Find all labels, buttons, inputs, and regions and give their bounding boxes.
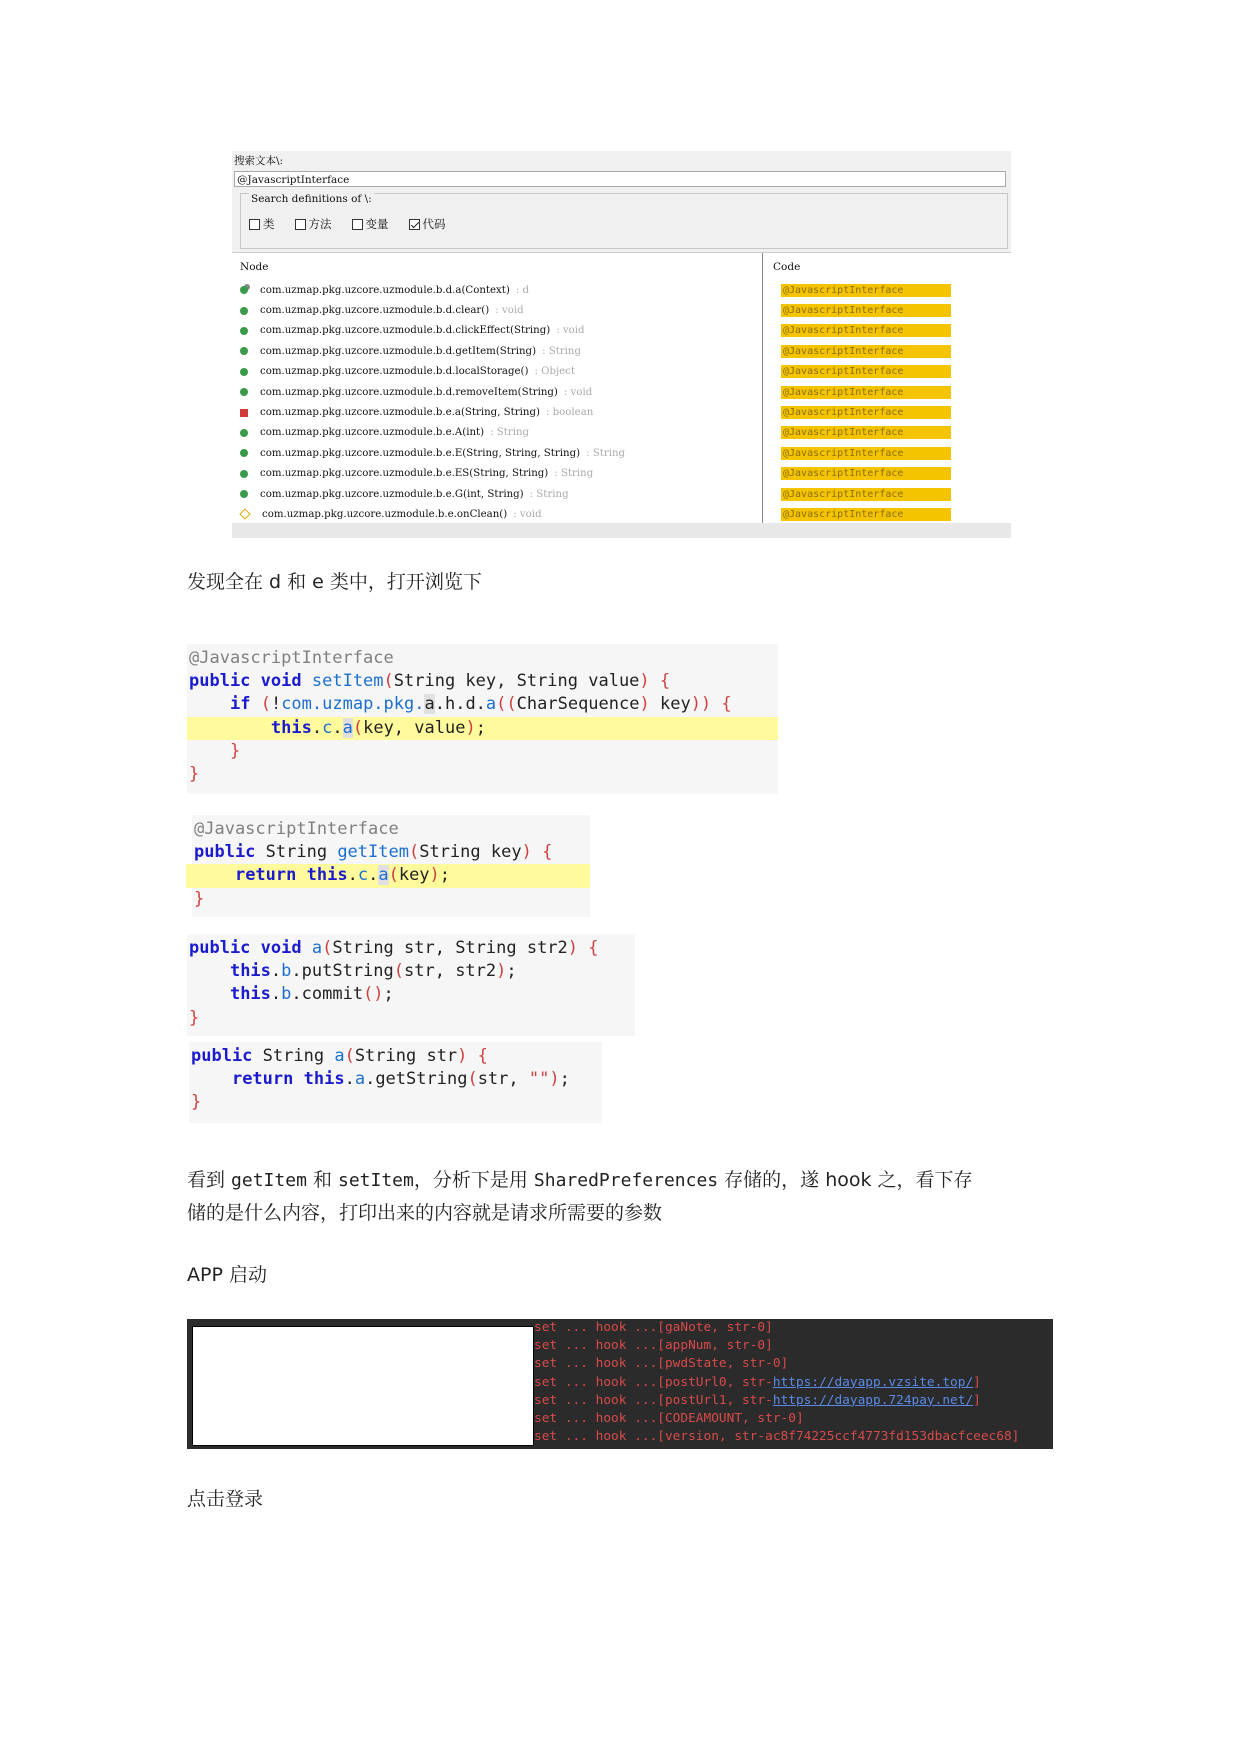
result-node-name: com.uzmap.pkg.uzcore.uzmodule.b.d.clickEffect(String) — [260, 325, 551, 337]
code-line: public void a(String str, String str2) { — [189, 938, 599, 958]
protected-method-icon — [239, 509, 250, 520]
result-code-annotation: @JavascriptInterface — [781, 386, 951, 399]
result-code-row[interactable] — [781, 382, 951, 402]
option-label: 代码 — [422, 217, 446, 231]
code-line: this.b.putString(str, str2); — [229, 961, 517, 982]
result-row[interactable] — [232, 464, 762, 484]
result-row[interactable] — [232, 382, 762, 402]
code-block-setitem — [187, 644, 778, 794]
result-code-annotation: @JavascriptInterface — [781, 345, 951, 358]
search-text-label: 搜索文本\: — [234, 155, 284, 167]
definition-options — [249, 216, 446, 232]
log-line — [534, 1319, 1019, 1337]
code-line: } — [194, 888, 205, 909]
result-code-annotation: @JavascriptInterface — [781, 447, 951, 460]
result-return-type: : String — [542, 345, 582, 357]
log-text: set ... hook ...[pwdState, str-0] — [534, 1356, 789, 1372]
public-method-icon — [240, 490, 248, 498]
result-return-type: : String — [554, 468, 594, 480]
result-node-name: com.uzmap.pkg.uzcore.uzmodule.b.e.A(int) — [260, 427, 485, 439]
code-block-getitem — [192, 815, 590, 917]
result-code-annotation: @JavascriptInterface — [781, 467, 951, 480]
option-checkbox[interactable] — [409, 216, 446, 232]
result-node-name: com.uzmap.pkg.uzcore.uzmodule.b.e.onClean() — [262, 508, 508, 520]
result-row[interactable] — [232, 423, 762, 443]
code-header[interactable]: Code — [773, 261, 801, 273]
results-table — [232, 252, 1011, 538]
result-return-type: : boolean — [545, 407, 594, 419]
result-node-name: com.uzmap.pkg.uzcore.uzmodule.b.d.localStorage() — [260, 366, 529, 378]
result-return-type: : String — [490, 427, 530, 439]
option-label: 方法 — [308, 217, 332, 231]
code-column — [765, 253, 1011, 523]
checkbox-icon[interactable] — [249, 219, 260, 230]
result-node-name: com.uzmap.pkg.uzcore.uzmodule.b.e.a(String, String) — [260, 407, 540, 419]
checkbox-icon[interactable] — [352, 219, 363, 230]
hook-log-terminal — [187, 1319, 1053, 1449]
result-return-type: : void — [495, 305, 524, 317]
definitions-title: Search definitions of \: — [251, 193, 372, 205]
public-method-icon — [240, 388, 248, 396]
result-code-row[interactable] — [781, 443, 951, 463]
public-method-icon — [240, 449, 248, 457]
result-row[interactable] — [232, 341, 762, 361]
paragraph-line: 看到 getItem 和 setItem，分析下是用 SharedPreferences 存储的，遂 hook 之，看下存 — [187, 1169, 973, 1191]
result-code-row[interactable] — [781, 464, 951, 484]
result-code-row[interactable] — [781, 484, 951, 504]
paragraph-text3: APP 启动 — [187, 1264, 267, 1286]
search-panel — [232, 151, 1011, 537]
public-method-icon — [240, 307, 248, 315]
result-code-annotation: @JavascriptInterface — [781, 365, 951, 378]
result-row[interactable] — [232, 443, 762, 463]
node-column — [232, 253, 763, 523]
result-code-annotation: @JavascriptInterface — [781, 284, 951, 297]
paragraph-text1: 发现全在 d 和 e 类中，打开浏览下 — [187, 571, 482, 593]
result-code-annotation: @JavascriptInterface — [781, 304, 951, 317]
paragraph-text2 — [187, 1164, 973, 1229]
code-rows — [781, 280, 951, 525]
result-code-annotation: @JavascriptInterface — [781, 406, 951, 419]
result-return-type: : void — [513, 508, 542, 520]
public-method-icon — [240, 327, 248, 335]
result-code-row[interactable] — [781, 402, 951, 422]
option-label: 变量 — [365, 217, 389, 231]
option-checkbox[interactable] — [295, 216, 332, 232]
checkbox-icon[interactable] — [295, 219, 306, 230]
code-block-a-get — [189, 1042, 602, 1123]
result-code-row[interactable] — [781, 423, 951, 443]
code-line-highlighted: return this.c.a(key); — [186, 864, 590, 887]
result-row[interactable] — [232, 504, 762, 524]
option-label: 类 — [263, 217, 275, 231]
result-row[interactable] — [232, 484, 762, 504]
result-return-type: : String — [529, 488, 569, 500]
code-line: if (!com.uzmap.pkg.a.h.d.a((CharSequence) key)) { — [229, 694, 732, 715]
result-code-annotation: @JavascriptInterface — [781, 488, 951, 501]
result-row[interactable] — [232, 300, 762, 320]
horizontal-scrollbar[interactable] — [232, 523, 1011, 538]
result-node-name: com.uzmap.pkg.uzcore.uzmodule.b.d.a(Context) — [260, 284, 510, 296]
log-text: set ... hook ...[postUrl0, str- — [534, 1374, 773, 1390]
result-code-annotation: @JavascriptInterface — [781, 324, 951, 337]
code-line: @JavascriptInterface — [189, 648, 394, 668]
public-method-icon — [240, 368, 248, 376]
code-line-highlighted: this.c.a(key, value); — [187, 717, 778, 740]
log-text: set ... hook ...[appNum, str-0] — [534, 1338, 773, 1354]
search-input[interactable]: @JavascriptInterface — [234, 171, 1006, 187]
code-line: this.b.commit(); — [229, 984, 394, 1005]
result-return-type: : Object — [534, 366, 575, 378]
code-line: } — [229, 740, 241, 761]
code-line: @JavascriptInterface — [194, 819, 399, 839]
result-code-annotation: @JavascriptInterface — [781, 426, 951, 439]
node-header[interactable]: Node — [240, 261, 269, 273]
public-method-icon — [240, 429, 248, 437]
public-method-icon — [240, 470, 248, 478]
log-text: set ... hook ...[version, str-ac8f74225ccf4773fd153dbacfceec68] — [534, 1429, 1020, 1445]
redacted-area — [192, 1326, 534, 1446]
result-node-name: com.uzmap.pkg.uzcore.uzmodule.b.e.ES(String, String) — [260, 468, 549, 480]
code-line: return this.a.getString(str, ""); — [231, 1069, 570, 1090]
paragraph-text4: 点击登录 — [187, 1488, 264, 1510]
log-url-link[interactable]: https://dayapp.vzsite.top/ — [772, 1374, 974, 1390]
result-row[interactable] — [232, 280, 762, 300]
result-node-name: com.uzmap.pkg.uzcore.uzmodule.b.d.clear() — [260, 305, 490, 317]
log-text: set ... hook ...[CODEAMOUNT, str-0] — [534, 1411, 804, 1427]
option-checkbox[interactable] — [249, 216, 275, 232]
code-line: } — [189, 763, 200, 784]
result-node-name: com.uzmap.pkg.uzcore.uzmodule.b.d.getItem(String) — [260, 345, 537, 357]
result-code-row[interactable] — [781, 280, 951, 300]
log-lines — [534, 1319, 1019, 1446]
code-line: } — [191, 1092, 202, 1113]
code-line: public void setItem(String key, String value) { — [189, 671, 671, 692]
result-return-type: : String — [586, 447, 626, 459]
public-method-icon — [240, 347, 248, 355]
result-code-row[interactable] — [781, 300, 951, 320]
code-block-a-put — [187, 934, 635, 1036]
definitions-group — [240, 193, 1008, 249]
log-line — [534, 1355, 1019, 1373]
public-method-icon — [240, 286, 248, 294]
result-row[interactable] — [232, 362, 762, 382]
result-node-name: com.uzmap.pkg.uzcore.uzmodule.b.d.removeItem(String) — [260, 386, 558, 398]
code-line: public String a(String str) { — [191, 1046, 488, 1066]
result-code-annotation: @JavascriptInterface — [781, 508, 951, 521]
log-text: set ... hook ...[postUrl1, str- — [534, 1392, 773, 1408]
result-return-type: : void — [563, 386, 593, 398]
paragraph-line: 储的是什么内容，打印出来的内容就是请求所需要的参数 — [187, 1202, 663, 1224]
log-line — [534, 1428, 1019, 1446]
checkbox-icon[interactable] — [409, 219, 420, 230]
result-node-name: com.uzmap.pkg.uzcore.uzmodule.b.e.E(String, String, String) — [260, 447, 581, 459]
log-text: set ... hook ...[gaNote, str-0] — [534, 1320, 773, 1335]
option-checkbox[interactable] — [352, 216, 389, 232]
log-line — [534, 1392, 1019, 1410]
result-return-type: : d — [515, 284, 530, 296]
log-line — [534, 1337, 1019, 1355]
code-line: public String getItem(String key) { — [194, 842, 553, 863]
node-rows — [232, 280, 762, 525]
result-code-row[interactable] — [781, 362, 951, 382]
log-text: ] — [973, 1392, 981, 1408]
private-method-icon — [240, 409, 248, 417]
result-row[interactable] — [232, 321, 762, 341]
result-row[interactable] — [232, 402, 762, 422]
log-text: ] — [973, 1374, 981, 1390]
result-node-name: com.uzmap.pkg.uzcore.uzmodule.b.e.G(int, String) — [260, 488, 524, 500]
log-line — [534, 1410, 1019, 1428]
log-url-link[interactable]: https://dayapp.724pay.net/ — [772, 1392, 974, 1408]
log-line — [534, 1374, 1019, 1392]
result-return-type: : void — [556, 325, 585, 337]
result-code-row[interactable] — [781, 341, 951, 361]
code-line: } — [189, 1007, 200, 1028]
result-code-row[interactable] — [781, 504, 951, 524]
result-code-row[interactable] — [781, 321, 951, 341]
